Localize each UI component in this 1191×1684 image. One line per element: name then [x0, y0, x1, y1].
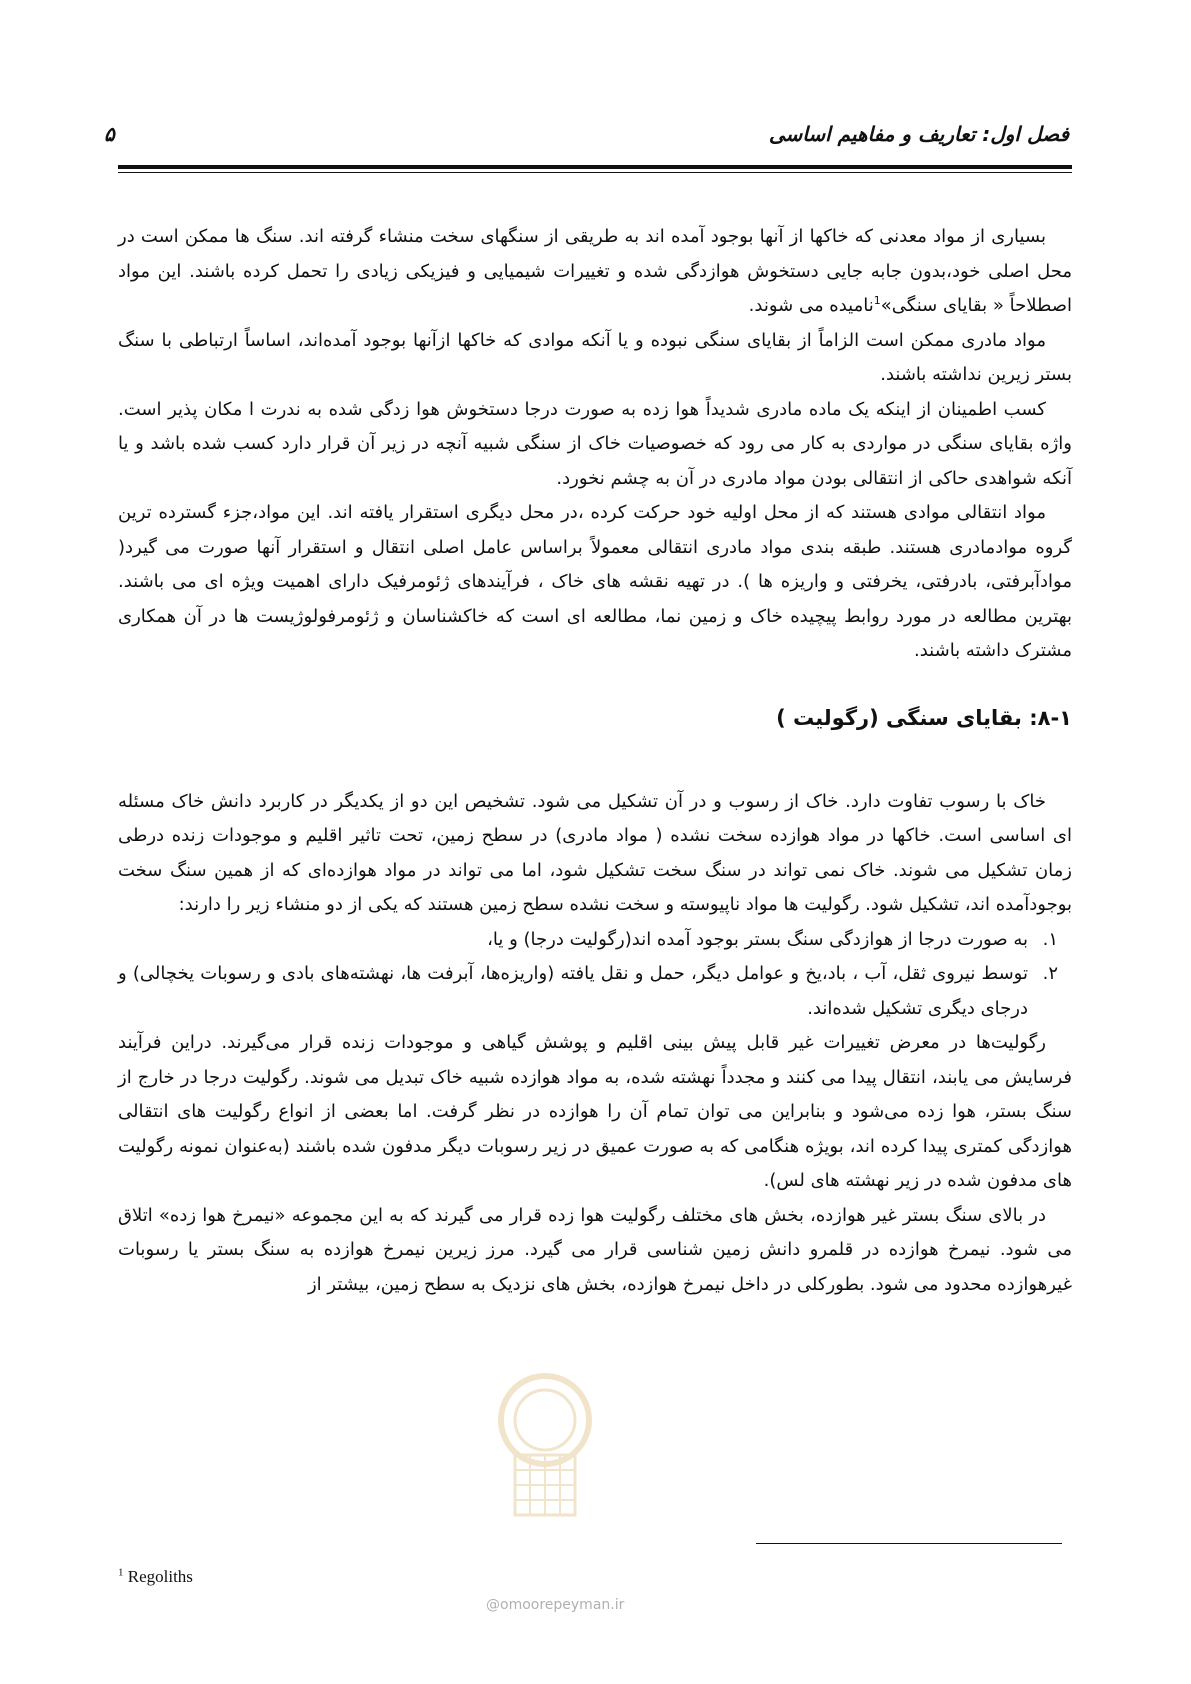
paragraph-1-tail: نامیده می شوند. — [748, 295, 874, 316]
paragraph-3: کسب اطمینان از اینکه یک ماده مادری شدیداً هوا زده به صورت درجا دستخوش هوا زدگی شده به ندرت ا مکان پذیر است. واژه بقایای سنگی در مواردی به کار می رود که خصوصیات خاک از سنگی شبیه آنچه در زیر آن قرار دارد کسب شده باشد و یا آنکه شواهدی حاکی از انتقالی بودن مواد مادری در آن به چشم نخورد. — [118, 398, 1072, 489]
list-item-text: توسط نیروی ثقل، آب ، باد،یخ و عوامل دیگر، حمل و نقل یافته (واریزه‌ها، آبرفت ها، نهشته‌های بادی و رسوبات یخچالی) و درجای دیگری تشکیل شده‌اند. — [118, 963, 1028, 1019]
footnote — [118, 1567, 193, 1587]
paragraph-2: مواد مادری ممکن است الزاماً از بقایای سنگی نبوده و یا آنکه موادی که خاکها ازآنها بوجود آمده‌اند، اساساً ارتباطی با سنگ بستر زیرین نداشته باشند. — [118, 329, 1072, 385]
footnote-rule — [756, 1543, 1062, 1544]
section-heading: ۸-۱: بقایای سنگی (رگولیت ) — [776, 705, 1072, 730]
paragraph-7: در بالای سنگ بستر غیر هوازده، بخش های مختلف رگولیت هوا زده قرار می گیرند که به این مجموعه «نیمرخ هوا زده» اتلاق می شود. نیمرخ هوازده در قلمرو دانش زمین شناسی قرار می گیرد. مرز زیرین نیمرخ هوازده به سنگ بستر یا رسوبات غیرهوازده محدود می شود. بطورکلی در داخل نیمرخ هوازده، بخش های نزدیک به سطح زمین، بیشتر از — [118, 1204, 1072, 1295]
origin-list — [118, 923, 1072, 1027]
list-item-number: ۲. — [1042, 963, 1058, 984]
footnote-number: 1 — [118, 1566, 124, 1579]
page-number: ۵ — [104, 122, 115, 146]
paragraph-1-text: بسیاری از مواد معدنی که خاکها از آنها بوجود آمده اند به طریقی از سنگهای سخت منشاء گرفته اند. سنگ ها ممکن است در محل اصلی خود،بدون جابه جایی دستخوش هوازدگی شده و تغییرات شیمیایی و فیزیکی زیادی را تحمل کرده باشند. این مواد اصطلاحاً « بقایای سنگی» — [118, 226, 1072, 316]
paragraph-5: خاک با رسوب تفاوت دارد. خاک از رسوب و در آن تشکیل می شود. تشخیص این دو از یکدیگر در کاربرد دانش خاک مسئله ای اساسی است. خاکها در مواد هوازده سخت نشده ( مواد مادری) در سطح زمین، تحت تاثیر اقلیم و موجودات زنده درطی زمان تشکیل می شوند. خاک نمی تواند در سنگ سخت تشکیل شود، اما می تواند در مواد هوازده‌ای که از همین سنگ سخت بوجودآمده اند، تشکیل شود. رگولیت ها مواد ناپیوسته و سخت نشده سطح زمین هستند که یکی از دو منشاء زیر را دارند: — [118, 790, 1072, 915]
header-rule-thick — [118, 165, 1072, 169]
paragraph-1 — [118, 220, 1072, 324]
paragraph-4: مواد انتقالی موادی هستند که از محل اولیه خود حرکت کرده ،در محل دیگری استقرار یافته اند. این مواد،جزء گسترده ترین گروه موادمادری هستند. طبقه بندی مواد مادری انتقالی معمولاً براساس عامل اصلی انتقال و استقرار آنها صورت می گیرد( موادآبرفتی، بادرفتی، یخرفتی و واریزه ها ). در تهیه نقشه های خاک ، فرآیندهای ژئومرفیک دارای اهمیت ویژه ای می باشند. بهترین مطالعه در مورد روابط پیچیده خاک و زمین نما، مطالعه ای است که خاکشناسان و ژئومرفولوژیست ها در آن همکاری مشترک داشته باشند. — [118, 502, 1072, 661]
list-item — [118, 957, 1058, 1026]
list-item — [118, 923, 1058, 958]
watermark-text: @omoorepeyman.ir — [486, 1597, 625, 1613]
paragraph-6: رگولیت‌ها در معرض تغییرات غیر قابل پیش بینی اقلیم و پوشش گیاهی و موجودات زنده قرار می‌گیرند. دراین فرآیند فرسایش می یابند، انتقال پیدا می کنند و مجدداً نهشته شده، به مواد هوازده شبیه خاک تبدیل می شوند. رگولیت درجا در خارج از سنگ بستر، هوا زده می‌شود و بنابراین می توان تمام آن را هوازده در نظر گرفت. اما بعضی از انواع رگولیت های انتقالی هوازدگی کمتری پیدا کرده اند، بویژه هنگامی که به صورت عمیق در زیر رسوبات دیگر مدفون شده باشند (به‌عنوان نمونه رگولیت های مدفون شده در زیر نهشته های لس). — [118, 1032, 1072, 1191]
chapter-title: فصل اول: تعاریف و مفاهیم اساسی — [768, 122, 1069, 146]
footnote-marker[interactable]: 1 — [873, 294, 881, 307]
header-rule-thin — [118, 172, 1072, 173]
watermark-emblem-icon — [470, 1360, 620, 1530]
list-item-text: به صورت درجا از هوازدگی سنگ بستر بوجود آمده اند(رگولیت درجا) و یا، — [487, 928, 1028, 950]
footnote-text: Regoliths — [127, 1567, 193, 1586]
list-item-number: ۱. — [1042, 928, 1058, 950]
body-text — [118, 220, 1072, 1302]
